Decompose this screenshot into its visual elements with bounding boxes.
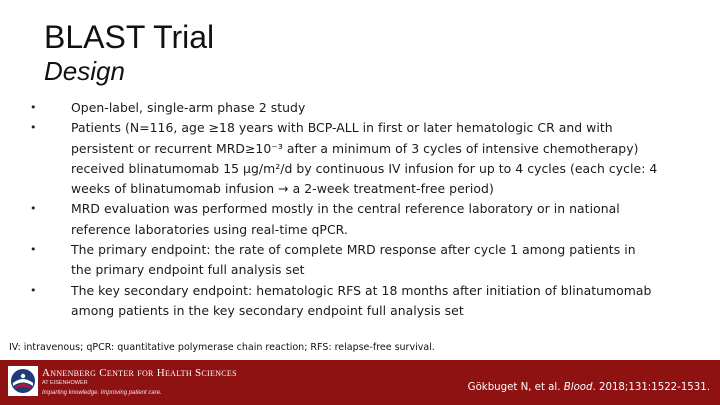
bullet-item: [30, 118, 690, 199]
bullet-line: reference laboratories using real-time qPCR.: [71, 221, 348, 237]
abbreviation-footnote: IV: intravenous; qPCR: quantitative polymerase chain reaction; RFS: relapse-free survival.: [9, 342, 435, 353]
bullet-line: the primary endpoint full analysis set: [71, 262, 305, 278]
bullet-item: [30, 281, 690, 322]
bullet-marker: •: [30, 121, 37, 135]
citation-journal: Blood: [563, 382, 593, 393]
annenberg-logo-icon: [8, 366, 38, 396]
citation-details: . 2018;131:1522-1531.: [592, 382, 710, 393]
logo-tagline: Imparting knowledge. Improving patient care.: [42, 390, 162, 396]
citation: [468, 381, 710, 395]
logo-name: Annenberg Center for Health Sciences: [42, 367, 237, 379]
logo-sub: AT EISENHOWER: [42, 380, 88, 386]
bullet-marker: •: [30, 283, 37, 297]
bullet-item: [30, 199, 690, 240]
bullet-line: persistent or recurrent MRD≥10⁻³ after a minimum of 3 cycles of intensive chemotherapy): [71, 140, 639, 156]
bullet-line: Patients (N=116, age ≥18 years with BCP-ALL in first or later hematologic CR and with: [71, 120, 613, 136]
bullet-marker: •: [30, 202, 37, 216]
bullet-line: The primary endpoint: the rate of complete MRD response after cycle 1 among patients in: [71, 242, 636, 258]
citation-authors: Gökbuget N, et al.: [467, 382, 564, 393]
bullet-line: among patients in the key secondary endpoint full analysis set: [71, 302, 464, 318]
bullet-marker: •: [30, 101, 37, 114]
footer-bar: [0, 360, 720, 405]
slide-title: BLAST Trial: [44, 19, 215, 55]
bullet-line: received blinatumomab 15 µg/m²/d by continuous IV infusion for up to 4 cycles (each cycle: 4: [71, 160, 658, 176]
bullet-list: [30, 98, 690, 321]
bullet-line: MRD evaluation was performed mostly in the central reference laboratory or in national: [71, 201, 620, 217]
annenberg-logo: [0, 360, 237, 402]
bullet-line: weeks of blinatumomab infusion → a 2-week treatment-free period): [71, 181, 494, 197]
bullet-item: [30, 240, 690, 281]
bullet-line: The key secondary endpoint: hematologic RFS at 18 months after initiation of blinatumomab: [71, 282, 652, 298]
slide-subtitle: Design: [44, 56, 125, 86]
bullet-marker: •: [30, 243, 37, 257]
bullet-item: [30, 98, 690, 118]
bullet-text: Open-label, single-arm phase 2 study: [71, 100, 306, 115]
